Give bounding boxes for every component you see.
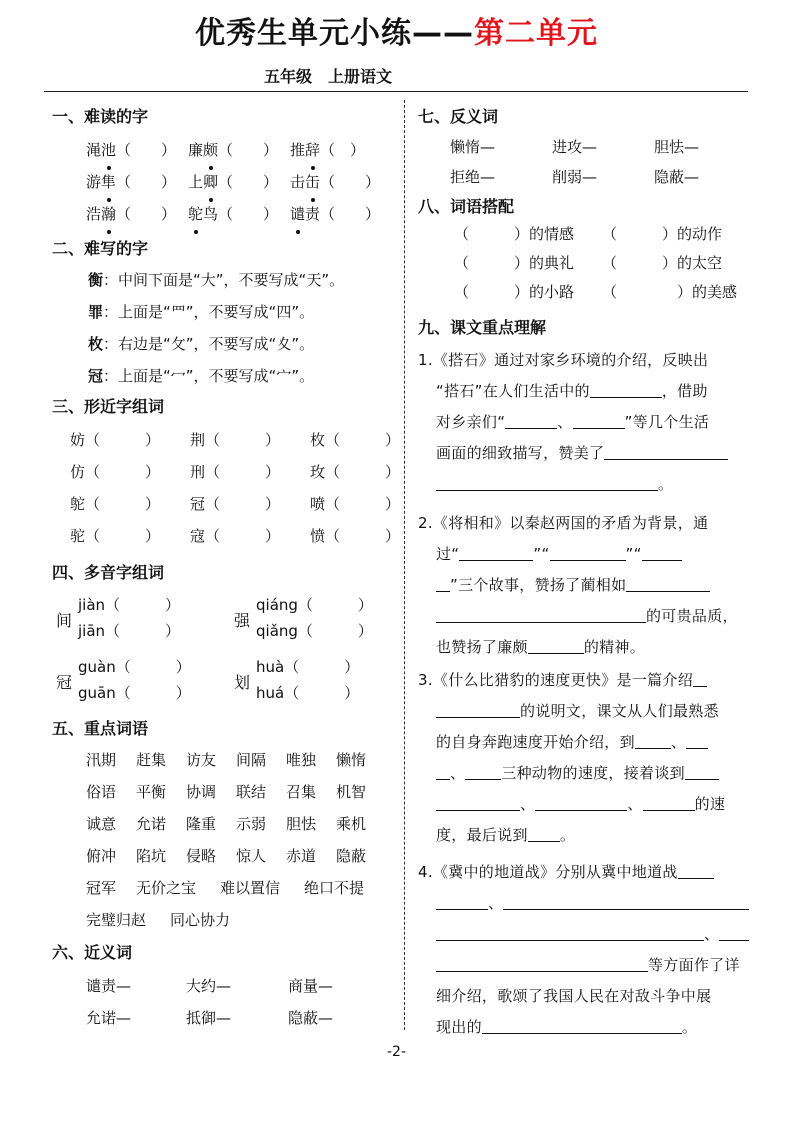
section-3-heading: 三、形近字组词 <box>52 397 165 416</box>
section-2-body <box>52 264 397 392</box>
polyphone-char: 间 <box>56 611 73 630</box>
column-divider <box>404 100 405 1030</box>
word-item: 廉颇（ ） <box>188 134 290 166</box>
header-divider <box>44 91 748 92</box>
answer-blank[interactable] <box>573 412 625 429</box>
answer-blank[interactable] <box>643 794 695 811</box>
char-item: 妨（ ） <box>70 431 161 449</box>
answer-blank[interactable] <box>686 732 708 749</box>
answer-blank[interactable] <box>604 443 728 460</box>
answer-blank[interactable] <box>436 794 520 811</box>
section-1-body <box>86 134 397 230</box>
polyphone-char: 强 <box>234 611 251 630</box>
answer-blank[interactable] <box>436 575 450 592</box>
char-item: 愤（ ） <box>310 527 401 545</box>
answer-blank[interactable] <box>436 701 520 718</box>
collocation-item: （ ）的太空 <box>602 254 723 272</box>
answer-blank[interactable] <box>436 955 648 972</box>
collocation-item: （ ）的情感 <box>454 225 575 243</box>
page-subtitle: 五年级 上册语文 <box>264 67 393 86</box>
word-row: 汛期 赶集 访友 间隔 唯独 懒惰 <box>86 751 367 769</box>
char-item: 枚（ ） <box>310 431 401 449</box>
pinyin-item: qiǎng（ ） <box>256 622 373 640</box>
antonym-item: 进攻— <box>552 138 598 156</box>
collocation-item: （ ）的小路 <box>454 283 575 301</box>
section-3-body <box>70 424 401 552</box>
pinyin-item: huà（ ） <box>256 658 360 676</box>
polyphone-char: 冠 <box>56 673 73 692</box>
word-item: 击缶（ ） <box>290 166 390 198</box>
page-number: -2- <box>386 1044 406 1060</box>
answer-blank[interactable] <box>436 474 658 491</box>
answer-blank[interactable] <box>505 412 557 429</box>
answer-blank[interactable] <box>642 544 682 561</box>
pinyin-item: qiáng（ ） <box>256 596 373 614</box>
section-9-heading: 九、课文重点理解 <box>418 318 547 337</box>
word-item: 推辞（ ） <box>290 134 390 166</box>
pinyin-item: guān（ ） <box>78 684 191 702</box>
synonym-item: 大约— <box>186 977 232 995</box>
collocation-item: （ ）的典礼 <box>454 254 575 272</box>
answer-blank[interactable] <box>436 763 450 780</box>
char-item: 喷（ ） <box>310 495 401 513</box>
right-column <box>418 100 763 1043</box>
pinyin-item: huá（ ） <box>256 684 360 702</box>
polyphone-row <box>52 652 397 712</box>
collocation-item: （ ）的动作 <box>602 225 723 243</box>
char-item: 荆（ ） <box>190 431 281 449</box>
pinyin-item: jiàn（ ） <box>78 596 181 614</box>
answer-blank[interactable] <box>626 575 710 592</box>
answer-blank[interactable] <box>635 732 671 749</box>
word-row: 俗语 平衡 协调 联结 召集 机智 <box>86 783 367 801</box>
synonym-item: 隐蔽— <box>288 1009 334 1027</box>
section-5-body <box>86 744 397 936</box>
answer-blank[interactable] <box>436 606 646 623</box>
rule-line: 冠：上面是“冖”，不要写成“宀”。 <box>88 367 315 385</box>
answer-blank[interactable] <box>482 1017 682 1034</box>
answer-blank[interactable] <box>678 862 714 879</box>
question-1: 1.《搭石》通过对家乡环境的介绍，反映出 “搭石”在人们生活中的 ，借助 对乡亲们“ 、 ”等几个生活 画面的细致描写，赞美了 。 <box>418 345 763 500</box>
word-item: 上卿（ ） <box>188 166 290 198</box>
rule-line: 枚：右边是“攵”，不要写成“夊”。 <box>88 335 315 353</box>
answer-blank[interactable] <box>528 825 560 842</box>
rule-line: 衡：中间下面是“大”，不要写成“天”。 <box>88 271 345 289</box>
rule-line: 罪：上面是“罒”，不要写成“四”。 <box>88 303 315 321</box>
synonym-item: 允诺— <box>86 1009 132 1027</box>
char-item: 冠（ ） <box>190 495 281 513</box>
pinyin-item: jiān（ ） <box>78 622 181 640</box>
word-row: 诚意 允诺 隆重 示弱 胆怯 乘机 <box>86 815 367 833</box>
answer-blank[interactable] <box>719 924 749 941</box>
pinyin-item: guàn（ ） <box>78 658 191 676</box>
section-1-heading: 一、难读的字 <box>52 107 149 126</box>
section-6-heading: 六、近义词 <box>52 943 133 962</box>
page-header <box>0 14 793 54</box>
answer-blank[interactable] <box>465 763 501 780</box>
section-7-heading: 七、反义词 <box>418 107 499 126</box>
section-8-heading: 八、词语搭配 <box>418 197 515 216</box>
answer-blank[interactable] <box>590 381 662 398</box>
word-item: 渑池（ ） <box>86 134 188 166</box>
synonym-item: 抵御— <box>186 1009 232 1027</box>
section-8-body <box>454 220 763 307</box>
char-item: 鸵（ ） <box>70 495 161 513</box>
antonym-item: 隐蔽— <box>654 168 700 186</box>
section-5-heading: 五、重点词语 <box>52 719 149 738</box>
title-unit: 第二单元 <box>474 16 598 51</box>
answer-blank[interactable] <box>503 893 749 910</box>
title-main: 优秀生单元小练—— <box>195 16 474 51</box>
question-3: 3.《什么比猎豹的速度更快》是一篇介绍 的说明文，课文从人们最熟悉 的自身奔跑速度开始介绍，到 、 、 三种动物的速度，接着谈到 、 、 的速 度，最后说到 。 <box>418 671 726 844</box>
char-item: 玫（ ） <box>310 463 401 481</box>
answer-blank[interactable] <box>693 670 707 687</box>
antonym-item: 懒惰— <box>450 138 496 156</box>
question-2: 2.《将相和》以秦赵两国的矛盾为背景，通 过“ ”“ ”“ ”三个故事，赞扬了蔺相如 的可贵品质， 也赞扬了廉颇 的精神。 <box>418 514 738 656</box>
section-4-body <box>52 590 397 712</box>
word-row: 完璧归赵 同心协力 <box>86 911 231 929</box>
page-title <box>0 14 793 54</box>
char-item: 寇（ ） <box>190 527 281 545</box>
left-column <box>52 100 401 1034</box>
word-row: 冠军 无价之宝 难以置信 绝口不提 <box>86 879 365 897</box>
char-item: 刑（ ） <box>190 463 281 481</box>
polyphone-char: 划 <box>234 673 251 692</box>
answer-blank[interactable] <box>535 794 627 811</box>
answer-blank[interactable] <box>436 924 704 941</box>
char-item: 驼（ ） <box>70 527 161 545</box>
section-2-heading: 二、难写的字 <box>52 239 149 258</box>
word-item: 游隼（ ） <box>86 166 188 198</box>
antonym-item: 胆怯— <box>654 138 700 156</box>
answer-blank[interactable] <box>550 544 626 561</box>
word-row: 俯冲 陷坑 侵略 惊人 赤道 隐蔽 <box>86 847 367 865</box>
answer-blank[interactable] <box>685 763 719 780</box>
question-4: 4.《冀中的地道战》分别从冀中地道战 、 、 等方面作了详 细介绍，歌颂了我国人民在对敌斗争中展 现出的 。 <box>418 857 763 1043</box>
char-item: 仿（ ） <box>70 463 161 481</box>
synonym-item: 谴责— <box>86 977 132 995</box>
answer-blank[interactable] <box>459 544 533 561</box>
section-4-heading: 四、多音字组词 <box>52 563 165 582</box>
answer-blank[interactable] <box>436 893 488 910</box>
answer-blank[interactable] <box>528 637 584 654</box>
antonym-item: 拒绝— <box>450 168 496 186</box>
section-7-body <box>450 132 763 192</box>
polyphone-row <box>52 590 397 650</box>
word-item: 鸵鸟（ ） <box>188 198 290 230</box>
word-item: 谴责（ ） <box>290 198 390 230</box>
antonym-item: 削弱— <box>552 168 598 186</box>
word-item: 浩瀚（ ） <box>86 198 188 230</box>
synonym-item: 商量— <box>288 977 334 995</box>
section-6-body <box>86 970 397 1034</box>
collocation-item: （ ）的美感 <box>602 283 738 301</box>
